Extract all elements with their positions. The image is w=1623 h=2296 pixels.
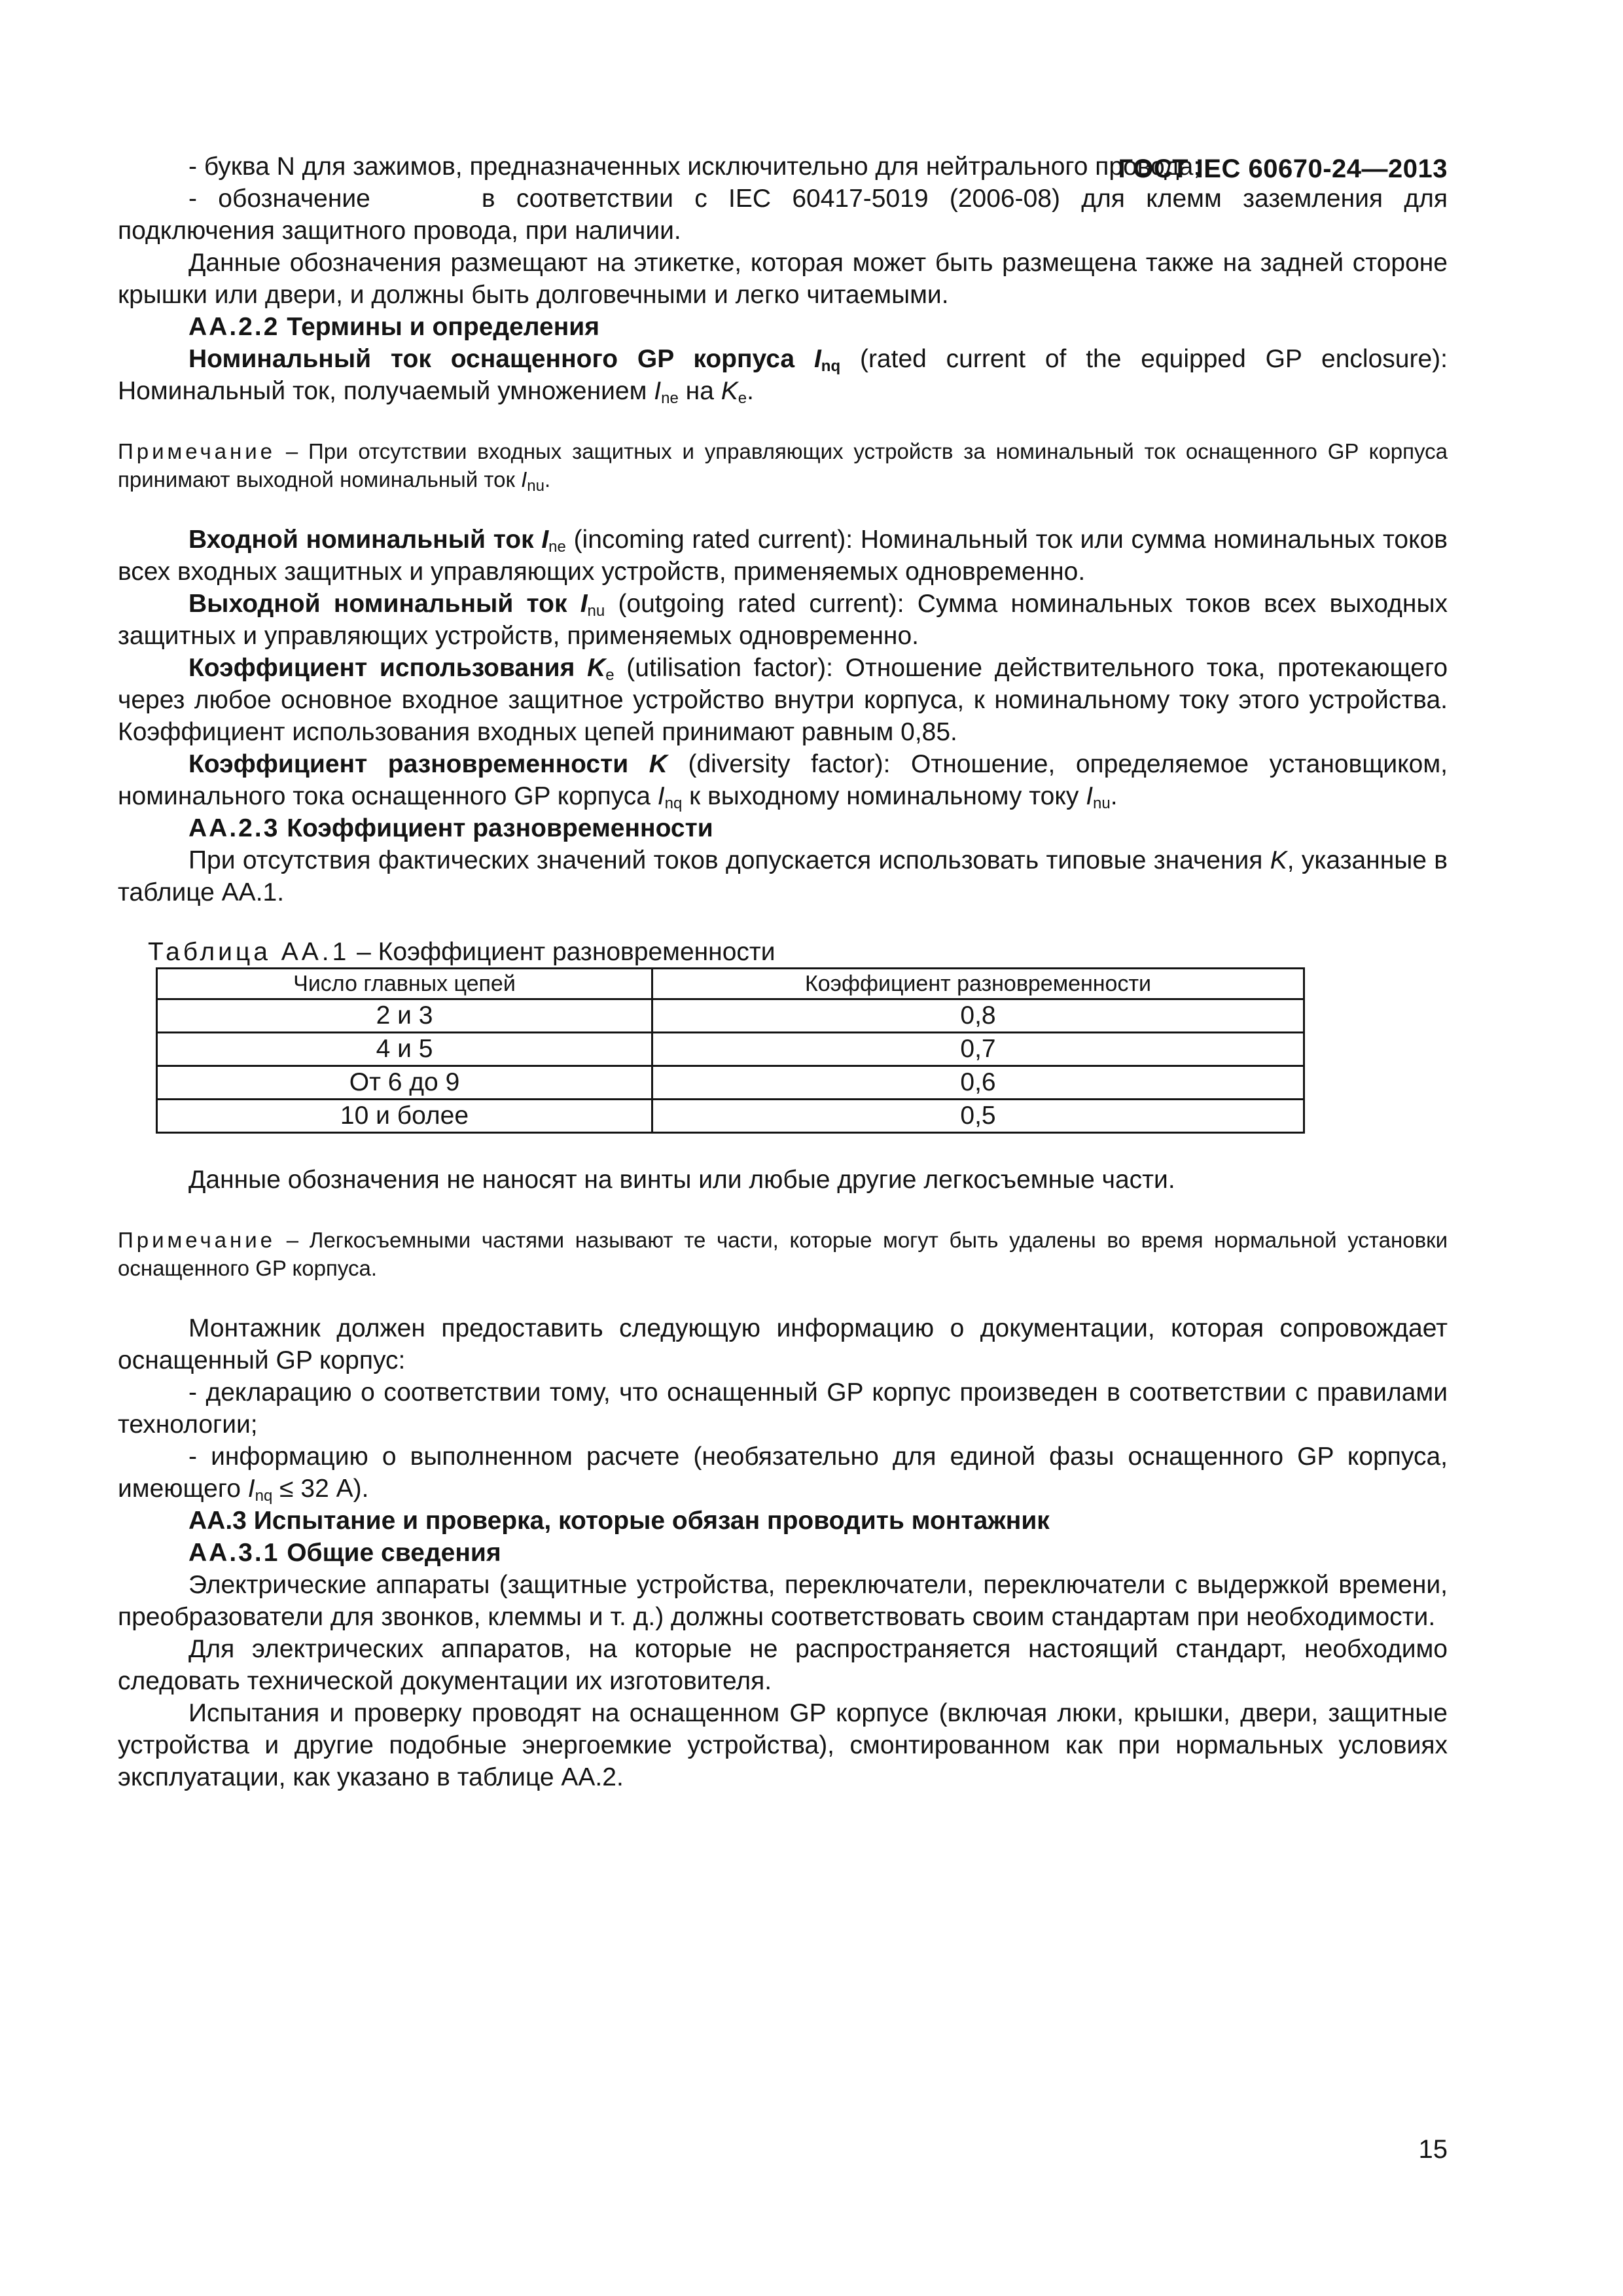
- section-heading-aa3: АА.3 Испытание и проверка, которые обязан проводить монтажник: [188, 1507, 1050, 1535]
- table-caption-label: Таблица АА.1: [148, 938, 350, 966]
- table-caption-text: – Коэффициент разновременности: [349, 938, 776, 966]
- table-cell: 0,7: [652, 1033, 1304, 1066]
- table-cell: 0,6: [652, 1066, 1304, 1100]
- symbol-subscript: nq: [821, 357, 841, 375]
- symbol: I: [1086, 782, 1094, 810]
- note-removable-parts: [118, 1226, 1448, 1282]
- text-span: - информацию о выполненном расчете (необязательно для единой фазы оснащенного GP корпуса, имеющего: [118, 1443, 1448, 1503]
- text-span: .: [1110, 782, 1118, 810]
- symbol: K: [721, 377, 738, 405]
- paragraph-installer-info: Монтажник должен предоставить следующую информацию о документации, которая сопровождает оснащенный GP корпус:: [118, 1314, 1448, 1374]
- definition-diversity-factor: [118, 748, 1448, 812]
- table-row: [157, 1100, 1304, 1133]
- paragraph-declaration: - декларацию о соответствии тому, что оснащенный GP корпус произведен в соответствии с правилами технологии;: [118, 1378, 1448, 1439]
- symbol: I: [654, 377, 662, 405]
- definition-outgoing-current: [118, 588, 1448, 652]
- definition-rated-current: [118, 343, 1448, 407]
- paragraph-manufacturer-docs: Для электрических аппаратов, на которые не распространяется настоящий стандарт, необходимо следовать технической документации их изготовителя.: [118, 1635, 1448, 1695]
- table-cell: 0,8: [652, 999, 1304, 1033]
- table-cell: 0,5: [652, 1100, 1304, 1133]
- table-header-cell: Коэффициент разновременности: [652, 969, 1304, 999]
- definition-text: (incoming rated current): Номинальный ток или сумма номинальных токов всех входных защитных и управляющих устройств, применяемых одновременно.: [118, 526, 1448, 586]
- term: Выходной номинальный ток: [188, 590, 580, 618]
- definition-utilisation-factor: [118, 652, 1448, 748]
- text-span: ≤ 32 А).: [272, 1475, 369, 1503]
- symbol-subscript: nq: [255, 1487, 273, 1505]
- symbol-subscript: ne: [661, 389, 679, 407]
- text-span: - обозначение: [188, 185, 370, 213]
- section-number: АА.3.1: [188, 1539, 280, 1567]
- page-number: 15: [1418, 2135, 1448, 2164]
- table-header-row: [157, 969, 1304, 999]
- symbol-subscript: nu: [1093, 795, 1111, 812]
- symbol: K: [649, 750, 668, 778]
- symbol: I: [247, 1475, 255, 1503]
- term: Номинальный ток оснащенного GP корпуса: [188, 345, 814, 373]
- document-body: [118, 151, 1448, 1793]
- symbol: K: [587, 654, 606, 682]
- table-cell: 10 и более: [157, 1100, 652, 1133]
- paragraph-earth-symbol: [118, 183, 1448, 247]
- text-span: .: [747, 377, 754, 405]
- table-caption: [148, 937, 1448, 967]
- definition-text: (outgoing rated current): Сумма номинальных токов всех выходных защитных и управляющих устройств, применяемых одновременно.: [118, 590, 1448, 650]
- table-cell: 2 и 3: [157, 999, 652, 1033]
- symbol: I: [580, 590, 588, 618]
- symbol: K: [1270, 846, 1287, 874]
- paragraph-electrical-devices: Электрические аппараты (защитные устройства, переключатели, переключатели с выдержкой времени, преобразователи для звонков, клеммы и т. д.) должны соответствовать своим стандартам при необходимости.: [118, 1571, 1448, 1631]
- symbol-subscript: ne: [548, 538, 566, 556]
- note-text: – При отсутствии входных защитных и управляющих устройств за номинальный ток оснащенного GP корпуса принимают выходной номинальный ток: [118, 439, 1448, 492]
- symbol-subscript: nu: [527, 477, 544, 495]
- table-header-cell: Число главных цепей: [157, 969, 652, 999]
- text-span: в соответствии с IEC 60417-5019 (2006-08) для клемм заземления для подключения защитного провода, при наличии.: [118, 185, 1448, 245]
- section-title: Термины и определения: [279, 313, 600, 341]
- symbol: I: [521, 467, 527, 492]
- text-span: на: [678, 377, 721, 405]
- section-heading-aa31: [118, 1537, 1448, 1569]
- text-span: При отсутствия фактических значений токов допускается использовать типовые значения: [188, 846, 1270, 874]
- term: Коэффициент использования: [188, 654, 588, 682]
- symbol: I: [657, 782, 665, 810]
- term: Входной номинальный ток: [188, 526, 542, 554]
- paragraph-calculation: [118, 1441, 1448, 1505]
- symbol-subscript: nu: [587, 602, 605, 620]
- symbol: I: [541, 526, 549, 554]
- text-span: .: [544, 467, 551, 492]
- definition-text: (rated current of the equipped GP enclosure): Номинальный ток, получаемый умножением: [118, 345, 1448, 405]
- paragraph-typical-values: [118, 844, 1448, 908]
- definition-text: (utilisation factor): Отношение действительного тока, протекающего через любое основное входное защитное устройство внутри корпуса, к номинальному току этого устройства. Коэффициент использования входных цепей принимают равным 0,85.: [118, 654, 1448, 746]
- paragraph-terminal-n: - буква N для зажимов, предназначенных исключительно для нейтрального провода;: [188, 152, 1201, 181]
- section-heading-aa22: [118, 311, 1448, 343]
- paragraph-label-placement: Данные обозначения размещают на этикетке, которая может быть размещена также на задней стороне крышки или двери, и должны быть долговечными и легко читаемыми.: [118, 249, 1448, 309]
- section-number: АА.2.2: [188, 313, 280, 341]
- text-span: , указанные в таблице АА.1.: [118, 846, 1448, 906]
- note-label: Примечание: [118, 1228, 276, 1252]
- table-cell: От 6 до 9: [157, 1066, 652, 1100]
- note-text: – Легкосъемными частями называют те части, которые могут быть удалены во время нормальной установки оснащенного GP корпуса.: [118, 1228, 1448, 1280]
- text-span: к выходному номинальному току: [682, 782, 1086, 810]
- symbol: I: [813, 345, 821, 373]
- standard-code-header: ГОСТ IEC 60670-24—2013: [1118, 154, 1448, 183]
- note-rated-current: [118, 437, 1448, 493]
- table-cell: 4 и 5: [157, 1033, 652, 1066]
- symbol-subscript: e: [738, 389, 747, 407]
- symbol-subscript: e: [605, 666, 615, 684]
- note-label: Примечание: [118, 439, 276, 463]
- section-title: Общие сведения: [279, 1539, 501, 1567]
- section-number: АА.2.3: [188, 814, 280, 842]
- table-row: [157, 1033, 1304, 1066]
- table-row: [157, 1066, 1304, 1100]
- symbol-subscript: nq: [664, 795, 683, 812]
- table-row: [157, 999, 1304, 1033]
- section-heading-aa23: [118, 812, 1448, 844]
- term: Коэффициент разновременности: [188, 750, 649, 778]
- section-title: Коэффициент разновременности: [279, 814, 713, 842]
- diversity-factor-table: [156, 967, 1305, 1134]
- definition-text: (diversity factor): Отношение, определяемое установщиком, номинального тока оснащенного GP корпуса: [118, 750, 1448, 810]
- definition-incoming-current: [118, 524, 1448, 588]
- paragraph-screws: Данные обозначения не наносят на винты или любые другие легкосъемные части.: [188, 1166, 1175, 1194]
- paragraph-testing: Испытания и проверку проводят на оснащенном GP корпусе (включая люки, крышки, двери, защитные устройства и другие подобные энергоемкие устройства), смонтированном как при нормальных условиях эксплуатации, как указано в таблице АА.2.: [118, 1699, 1448, 1791]
